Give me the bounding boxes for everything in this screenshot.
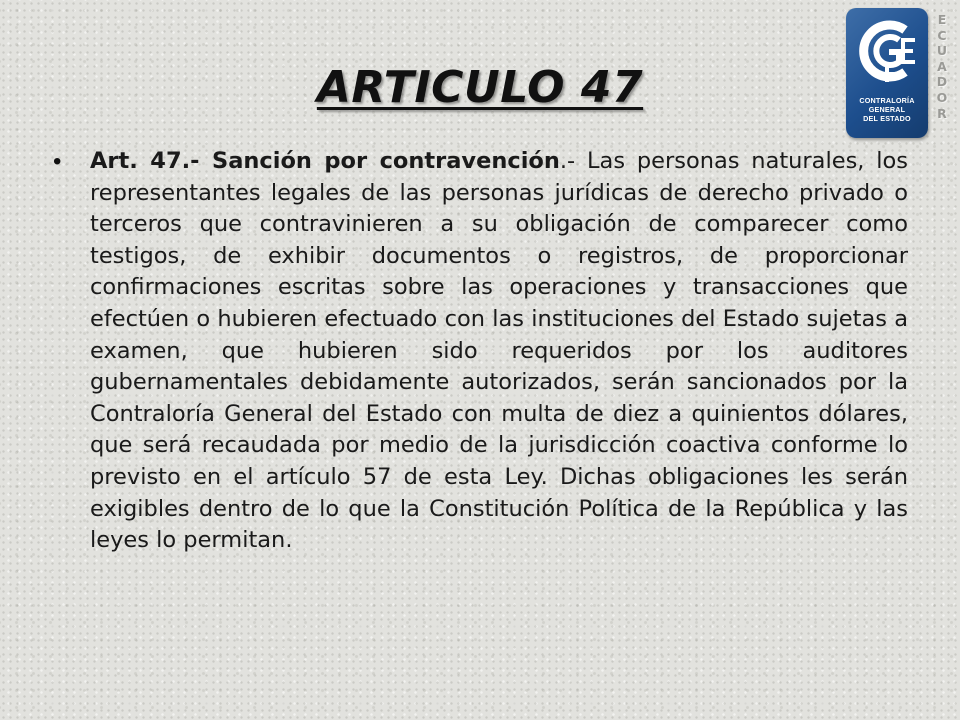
- slide-title: ARTICULO 47: [316, 62, 644, 113]
- logo-line-3: DEL ESTADO: [863, 114, 911, 123]
- logo-line-2: GENERAL: [868, 105, 906, 114]
- article-separator: .-: [559, 148, 587, 174]
- article-heading: Art. 47.- Sanción por contravención: [90, 148, 560, 174]
- article-body: Las personas naturales, los representantes legales de las personas jurídicas de derecho privado o terceros que contravinieren a su obligación de comparecer como testigos, de exhibir documentos o registros, de proporcionar confirmaciones escritas sobre las operaciones y transacciones que efectúen o hubieren efectuado con las instituciones del Estado sujetas a examen, que hubieren sido requeridos por los auditores gubernamentales debidamente autorizados, serán sancionados por la Contraloría General del Estado con multa de diez a quinientos dólares, que será recaudada por medio de la jurisdicción coactiva conforme lo previsto en el artículo 57 de esta Ley. Dichas obligaciones les serán exigibles dentro de lo que la Constitución Política de la República y las leyes lo permitan.: [90, 148, 908, 554]
- bullet-dot-icon: •: [53, 148, 62, 175]
- article-paragraph: [90, 146, 908, 557]
- country-letter: O: [936, 89, 948, 105]
- logo-line-1: CONTRALORÍA: [859, 96, 915, 105]
- country-letter: A: [937, 58, 947, 74]
- country-letter: R: [937, 105, 947, 121]
- country-letter: U: [936, 43, 948, 59]
- contraloria-logo: [846, 8, 954, 140]
- cge-emblem-icon: [855, 16, 919, 88]
- country-letter: D: [936, 74, 948, 90]
- logo-text: [846, 96, 928, 123]
- country-letter: E: [937, 12, 947, 27]
- logo-tile: [846, 8, 928, 138]
- logo-country-letters: [934, 12, 950, 121]
- bullet-item: [48, 146, 908, 557]
- country-letter: C: [937, 27, 947, 43]
- slide-content: [48, 146, 908, 557]
